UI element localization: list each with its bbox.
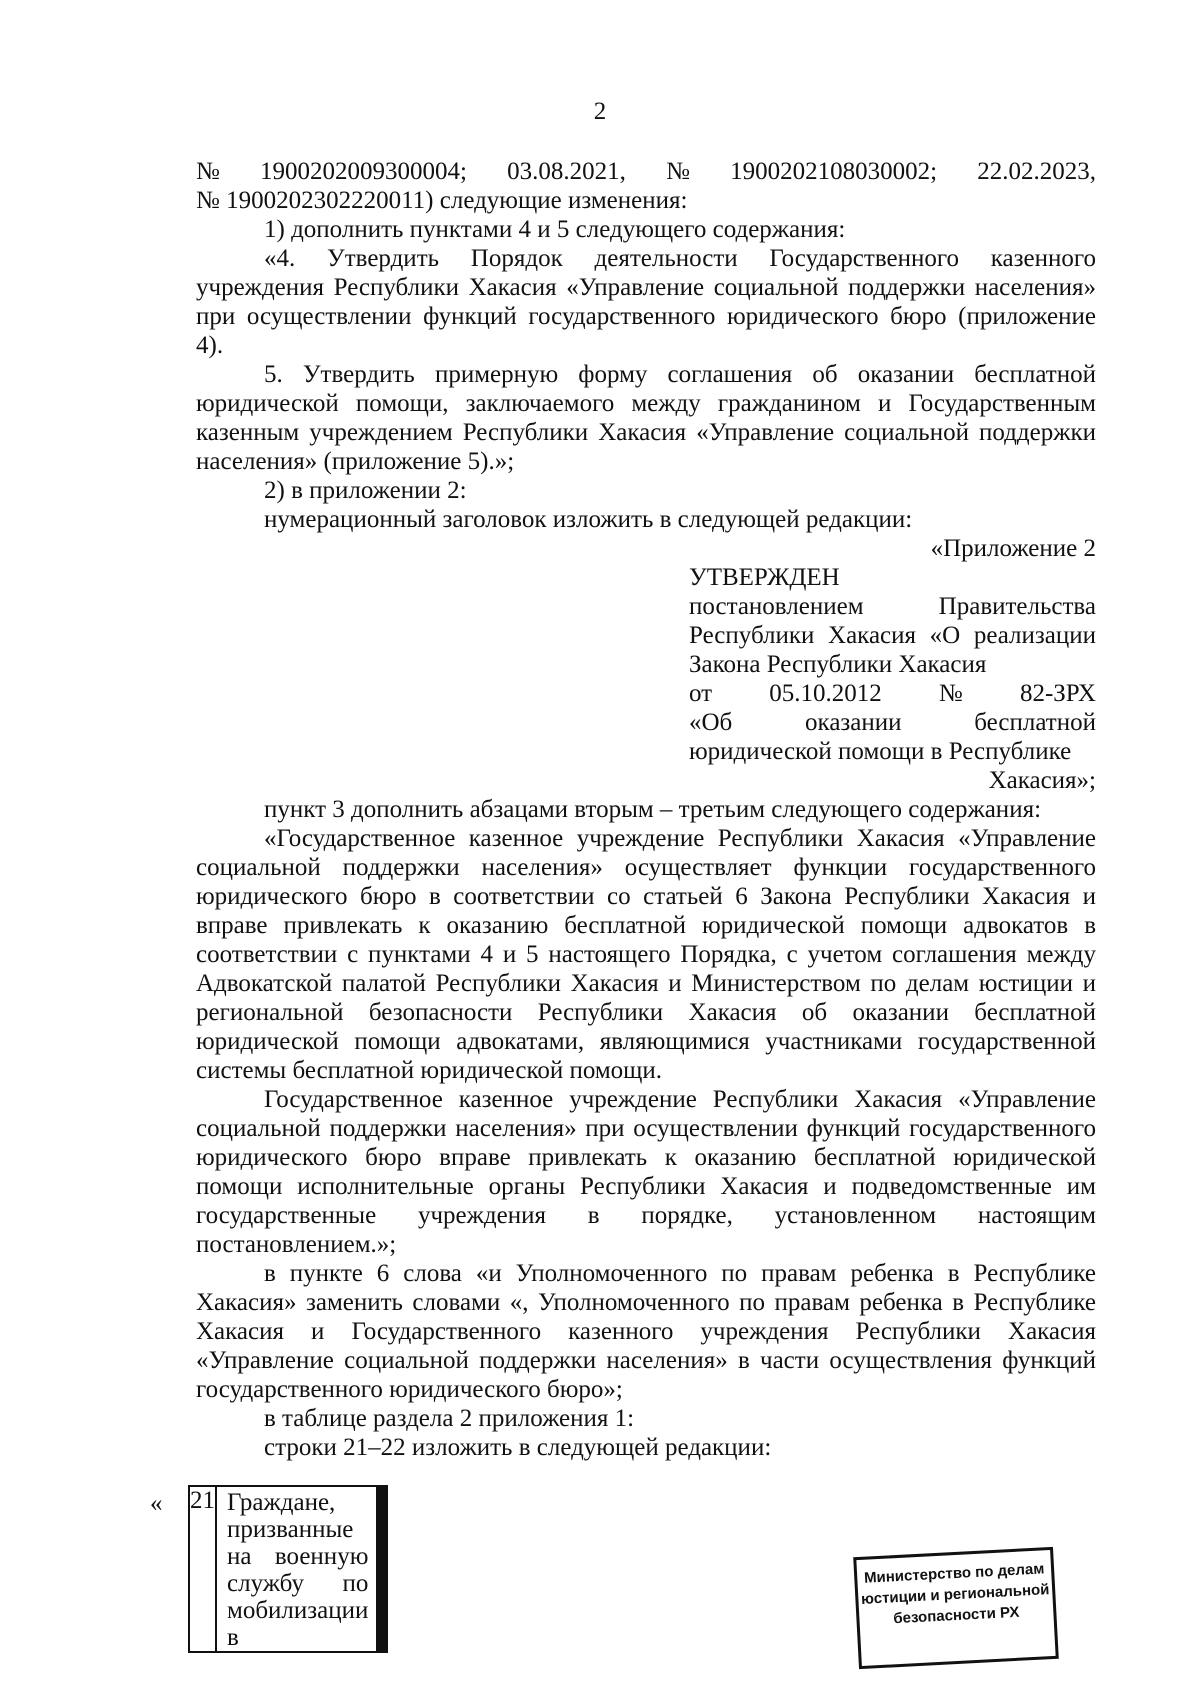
paragraph: № 1900202302220011) следующие изменения: [196, 187, 688, 214]
reference-line [196, 157, 1096, 186]
ref-part: 22.02.2023, [977, 158, 1096, 185]
data-table [188, 1485, 388, 1653]
table-cell-description [216, 1486, 377, 1652]
paragraph: «4. Утвердить Порядок деятельности Государственного казенного учреждения Республики Хакасия «Управление социальной поддержки населения» при осуществлении функций государственного юридического бюро (приложение 4). [196, 245, 1096, 359]
approval-date-part: № [938, 680, 963, 707]
ref-part: 03.08.2021, [507, 158, 626, 185]
document-body [196, 157, 1096, 1462]
ref-part: № [666, 158, 690, 185]
paragraph: 5. Утвердить примерную форму соглашения об оказании бесплатной юридической помощи, заключаемого между гражданином и Государственным казенным учреждением Республики Хакасия «Управление социальной поддержки населения» (приложение 5).»; [196, 361, 1096, 475]
paragraph: Государственное казенное учреждение Республики Хакасия «Управление социальной поддержки населения» при осуществлении функций государственного юридического бюро вправе привлекать к оказанию бесплатной юридической помощи исполнительные органы Республики Хакасия и подведомственные им государственные учреждения в порядке, установленном настоящим постановлением.»; [196, 1086, 1096, 1258]
paragraph: пункт 3 дополнить абзацами вторым – третьим следующего содержания: [264, 796, 1042, 823]
paragraph: строки 21–22 изложить в следующей редакции: [264, 1434, 772, 1461]
table-cell-line: службу по мобилизации в [227, 1570, 369, 1651]
stamp-line: Министерство по делам [863, 1560, 1045, 1587]
table-cell-line: Граждане, призванные на военную [227, 1489, 369, 1570]
ref-part: № [196, 158, 220, 185]
paragraph: «Государственное казенное учреждение Республики Хакасия «Управление социальной поддержки населения» осуществляет функции государственного юридического бюро в соответствии со статьей 6 Закона Республики Хакасия и вправе привлекать к оказанию бесплатной юридической помощи адвокатов в соответствии с пунктами 4 и 5 настоящего Порядка, с учетом соглашения между Адвокатской палатой Республики Хакасия и Министерством по делам юстиции и региональной безопасности Республики Хакасия об оказании бесплатной юридической помощи адвокатами, являющимися участниками государственной системы бесплатной юридической помощи. [196, 825, 1096, 1084]
approval-date-part: 82-ЗРХ [1019, 680, 1096, 707]
table-cell-number: 21 [189, 1486, 216, 1652]
approval-text-2: «Об оказании бесплатной юридической помощи в Республике [689, 709, 1096, 765]
stamp-line: юстиции и региональной [860, 1581, 1050, 1608]
stamp-line: безопасности РХ [892, 1603, 1020, 1628]
approval-date-line [689, 679, 1096, 708]
table-row [189, 1486, 387, 1652]
paragraph: нумерационный заголовок изложить в следующей редакции: [264, 506, 913, 533]
page-number: 2 [593, 98, 607, 125]
paragraph: в пункте 6 слова «и Уполномоченного по правам ребенка в Республике Хакасия» заменить словами «, Уполномоченного по правам ребенка в Республике Хакасия и Государственного казенного учреждения Республики Хакасия «Управление социальной поддержки населения» в части осуществления функций государственного юридического бюро»; [196, 1260, 1096, 1403]
ministry-stamp [853, 1547, 1059, 1669]
approval-date-part: от [689, 680, 713, 707]
paragraph: 1) дополнить пунктами 4 и 5 следующего содержания: [264, 216, 846, 243]
ref-part: 1900202108030002; [730, 158, 938, 185]
ref-part: 1900202009300004; [260, 158, 467, 185]
approval-text: постановлением Правительства Республики Хакасия «О реализации Закона Республики Хакасия [689, 593, 1096, 678]
table-cell-empty [385, 1486, 387, 1652]
approval-last-line: Хакасия»; [988, 767, 1096, 794]
paragraph: в таблице раздела 2 приложения 1: [264, 1405, 635, 1432]
approval-date-part: 05.10.2012 [769, 680, 882, 707]
approval-block [689, 563, 1096, 795]
appendix-label: «Приложение 2 [930, 535, 1096, 562]
paragraph: 2) в приложении 2: [264, 477, 467, 504]
table-quote-mark: « [150, 1490, 163, 1517]
approval-title: УТВЕРЖДЕН [689, 564, 840, 591]
